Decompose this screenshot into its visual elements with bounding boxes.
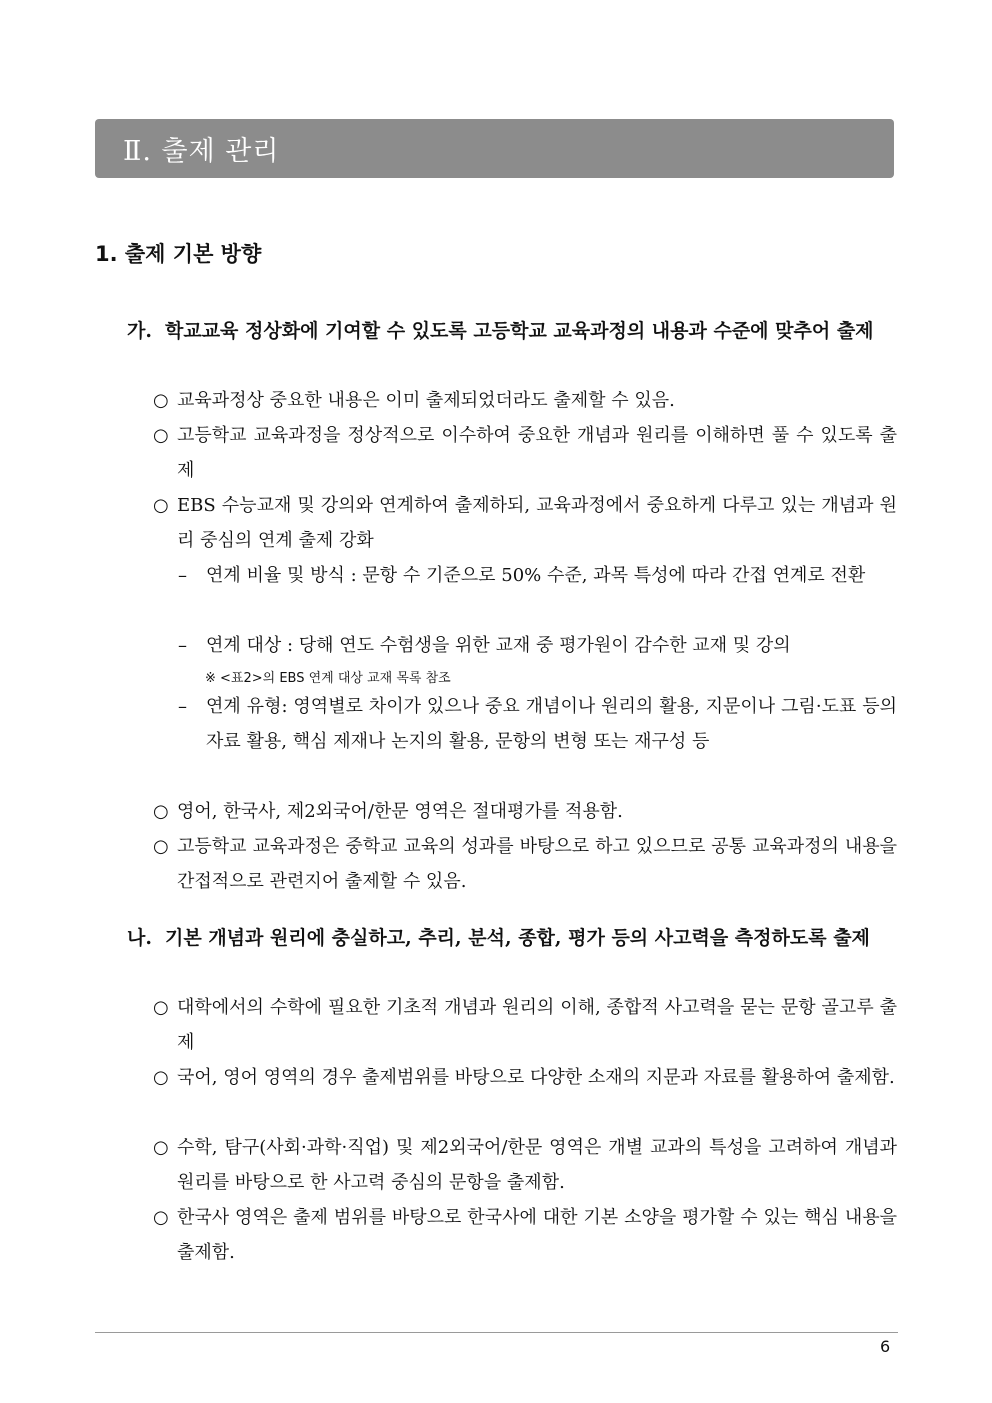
footer-divider [95,1332,898,1333]
bullet-dash: – [178,565,187,586]
subsection-a-marker: 가. [127,320,152,342]
bullet-dash: – [178,696,187,717]
dash-item [178,558,897,593]
subsection-a-text: 학교교육 정상화에 기여할 수 있도록 고등학교 교육과정의 내용과 수준에 맞추어 출제 [165,320,874,342]
list-item-text: 영어, 한국사, 제2외국어/한문 영역은 절대평가를 적용함. [177,801,623,822]
bullet-circle: ○ [153,801,169,822]
dash-item [178,628,897,663]
bullet-circle: ○ [153,1137,169,1158]
page-number: 6 [880,1337,891,1356]
bullet-dash: – [178,635,187,656]
dash-item-text: 연계 대상 : 당해 연도 수험생을 위한 교재 중 평가원이 감수한 교재 및 강의 [206,635,791,656]
list-item-text: 한국사 영역은 출제 범위를 바탕으로 한국사에 대한 기본 소양을 평가할 수 있는 핵심 내용을 출제함. [177,1207,897,1263]
list-item [153,794,897,829]
list-item-text: 고등학교 교육과정을 정상적으로 이수하여 중요한 개념과 원리를 이해하면 풀 수 있도록 출제 [177,425,897,481]
list-item [153,488,897,558]
dash-item [178,689,897,759]
section-title: 1. 출제 기본 방향 [95,242,262,266]
list-item [153,418,897,488]
list-item-text: 교육과정상 중요한 내용은 이미 출제되었더라도 출제할 수 있음. [177,390,675,411]
bullet-circle: ○ [153,1207,169,1228]
bullet-circle: ○ [153,495,169,516]
list-item-text: 국어, 영어 영역의 경우 출제범위를 바탕으로 다양한 소재의 지문과 자료를 활용하여 출제함. [177,1067,895,1088]
chapter-title: Ⅱ. 출제 관리 [123,136,280,167]
list-item-text: EBS 수능교재 및 강의와 연계하여 출제하되, 교육과정에서 중요하게 다루고 있는 개념과 원리 중심의 연계 출제 강화 [177,495,897,551]
subsection-a-heading [127,314,895,348]
list-item [153,829,897,899]
subsection-b-marker: 나. [127,927,152,949]
dash-item-text: 연계 유형: 영역별로 차이가 있으나 중요 개념이나 원리의 활용, 지문이나 그림·도표 등의 자료 활용, 핵심 제재나 논지의 활용, 문항의 변형 또는 재구성 등 [206,696,897,752]
list-item [153,1130,897,1200]
reference-note: ※ <표2>의 EBS 연계 대상 교재 목록 참조 [205,671,451,686]
list-item-text: 고등학교 교육과정은 중학교 교육의 성과를 바탕으로 하고 있으므로 공통 교육과정의 내용을 간접적으로 관련지어 출제할 수 있음. [177,836,897,892]
bullet-circle: ○ [153,390,169,411]
list-item [153,383,897,418]
bullet-circle: ○ [153,1067,169,1088]
list-item-text: 수학, 탐구(사회·과학·직업) 및 제2외국어/한문 영역은 개별 교과의 특성을 고려하여 개념과 원리를 바탕으로 한 사고력 중심의 문항을 출제함. [177,1137,897,1193]
subsection-b-text: 기본 개념과 원리에 충실하고, 추리, 분석, 종합, 평가 등의 사고력을 측정하도록 출제 [165,927,870,949]
list-item [153,1200,897,1270]
bullet-circle: ○ [153,425,169,446]
chapter-banner [95,119,894,178]
list-item [153,1060,897,1095]
list-item-text: 대학에서의 수학에 필요한 기초적 개념과 원리의 이해, 종합적 사고력을 묻는 문항 골고루 출제 [177,997,897,1053]
bullet-circle: ○ [153,836,169,857]
dash-item-text: 연계 비율 및 방식 : 문항 수 기준으로 50% 수준, 과목 특성에 따라 간접 연계로 전환 [206,565,866,586]
subsection-b-heading [127,921,895,955]
list-item [153,990,897,1060]
bullet-circle: ○ [153,997,169,1018]
